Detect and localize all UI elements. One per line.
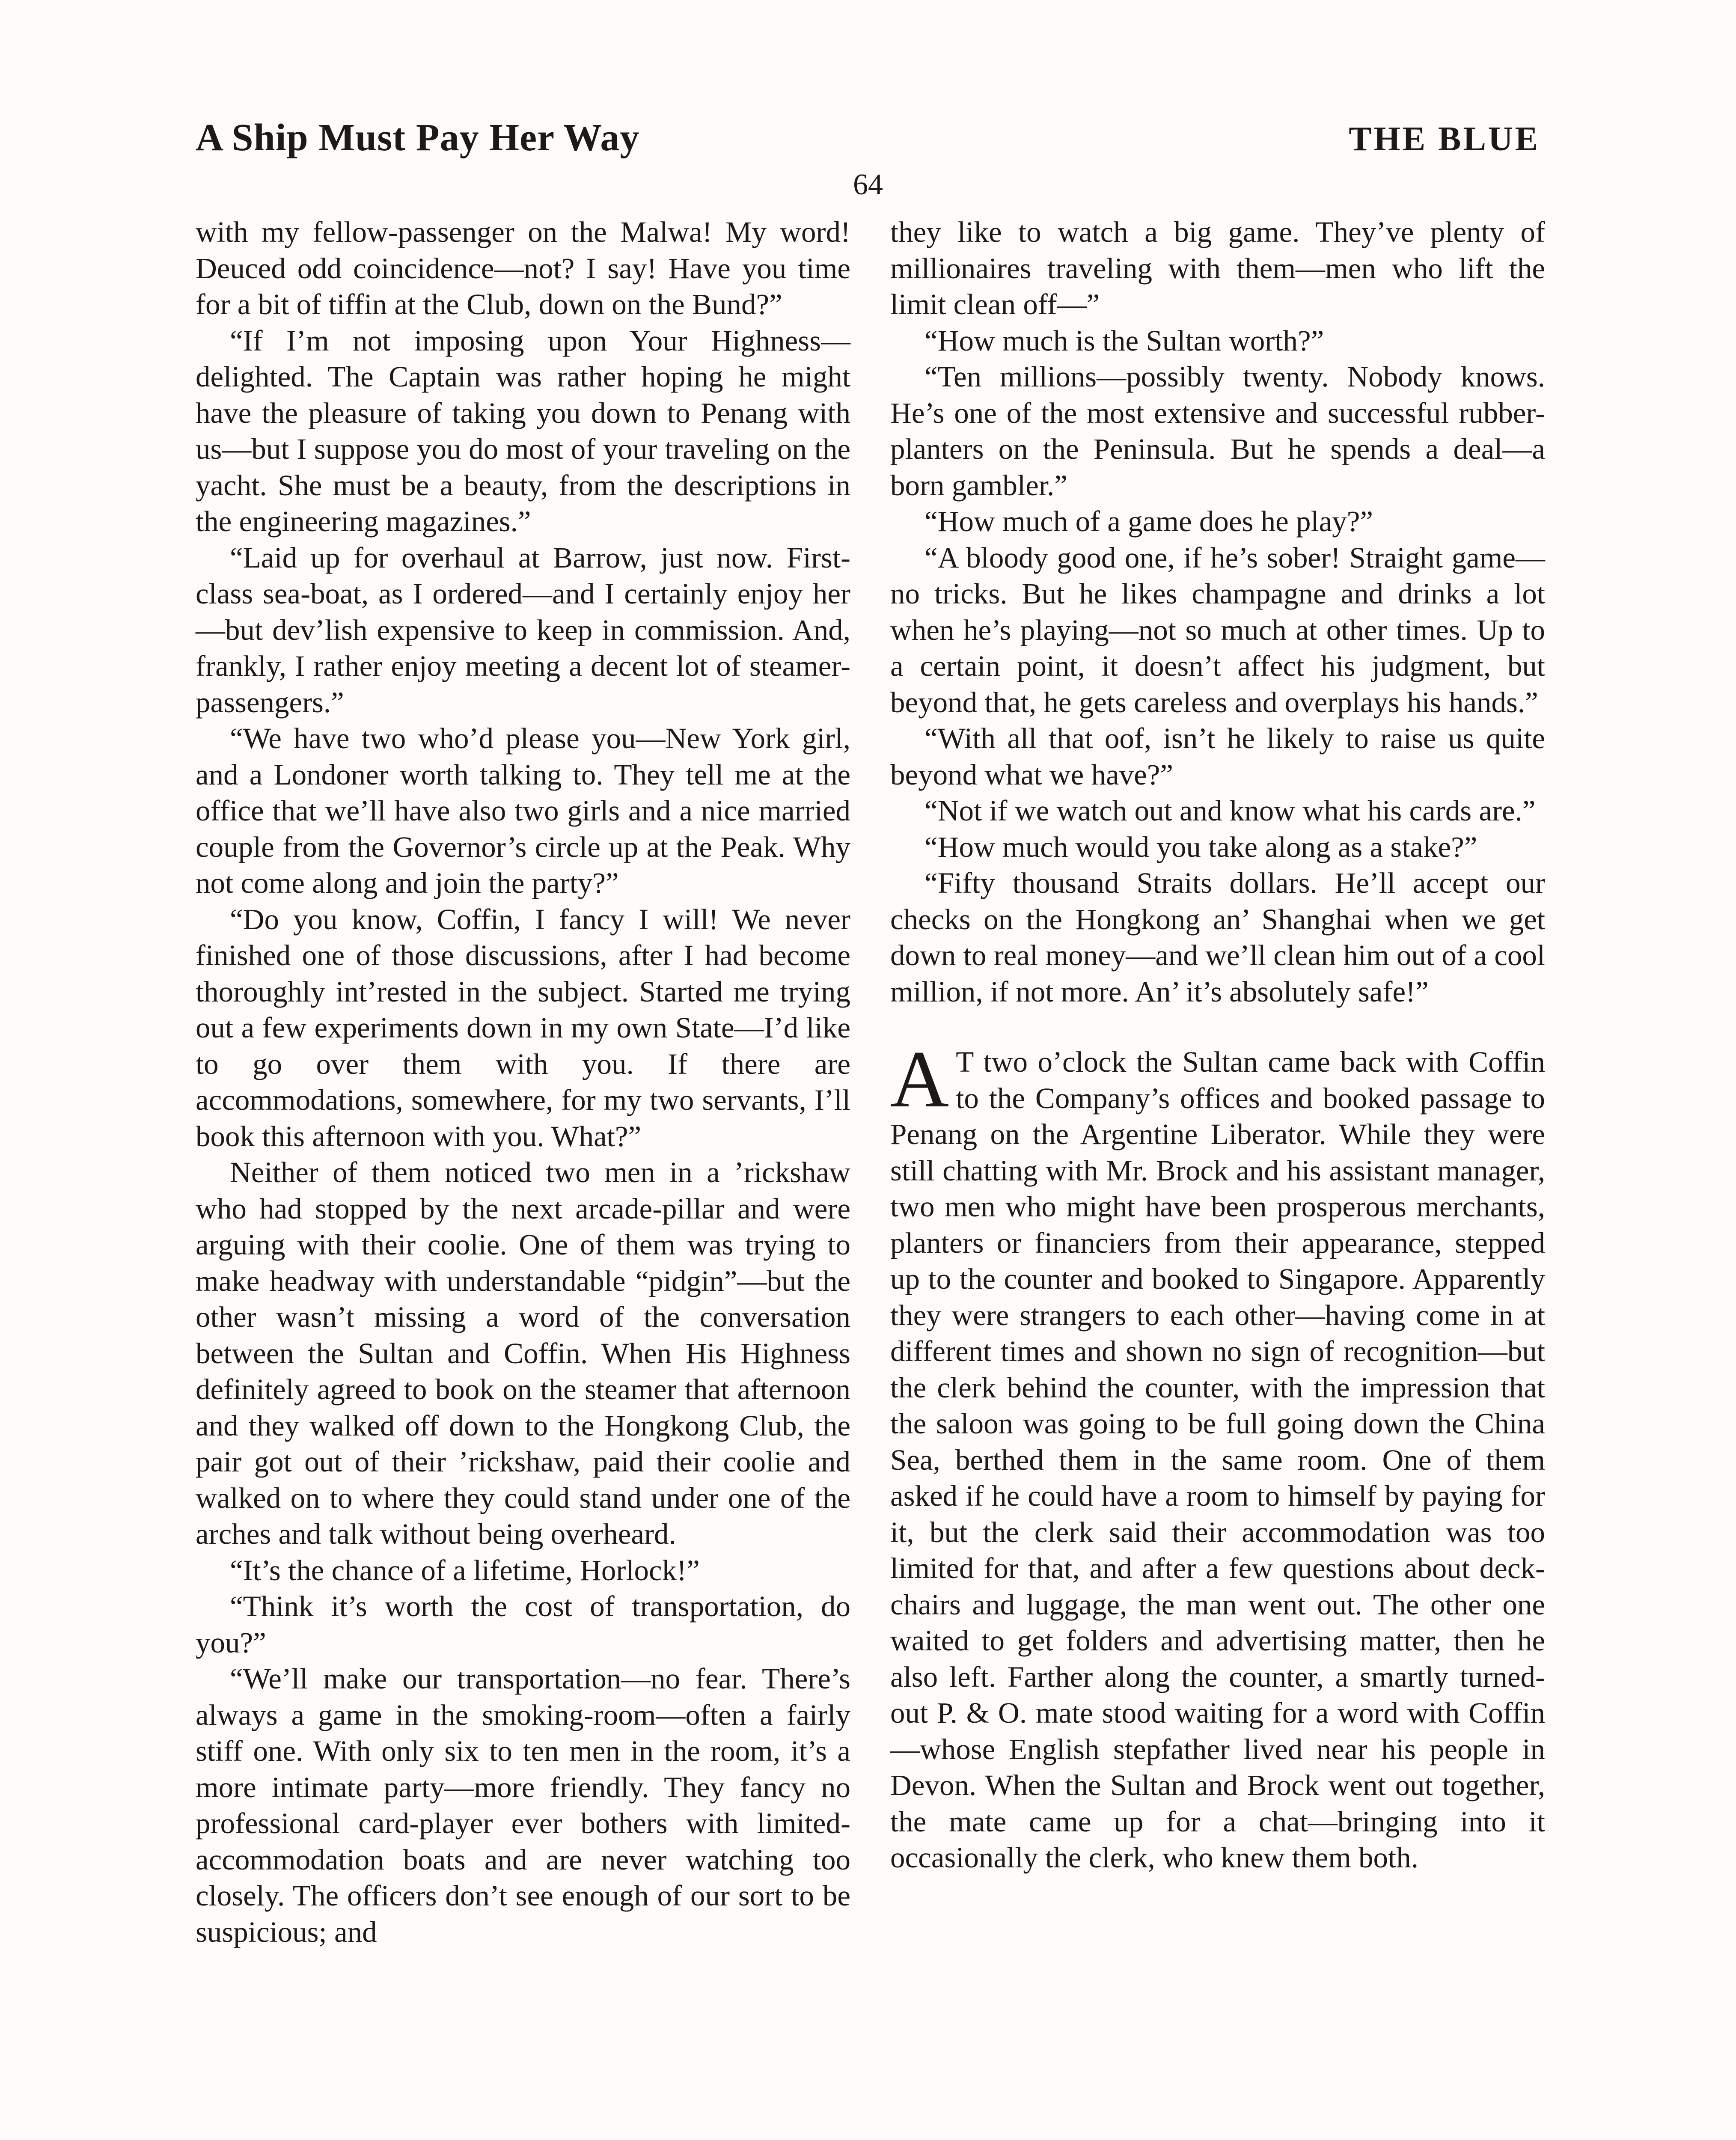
paragraph-text: T two o’clock the Sultan came back with Coffin to the Company’s offices and booked passage to Penang on the Argentine Liberator. While they were still chatting with Mr. Brock and his assistant manager, two men who might have been prosperous merchants, planters or financiers from their appearance, stepped up to the counter and booked to Singapore. Apparently they were strangers to each other—having come in at different times and shown no sign of recognition—but the clerk behind the counter, with the impression that the saloon was going to be full going down the China Sea, berthed them in the same room. One of them asked if he could have a room to himself by paying for it, but the clerk said their accommodation was too limited for that, and after a few questions about deck-chairs and luggage, the man went out. The other one waited to get folders and advertising matter, then he also left. Farther along the counter, a smartly turned-out P. & O. mate stood waiting for a word with Coffin—whose English stepfather lived near his people in Devon. When the Sultan and Brock went out together, the mate came up for a chat—bringing into it occasionally the clerk, who knew them both. [890, 1046, 1545, 1874]
paragraph: “We’ll make our transportation—no fear. There’s always a game in the smoking-room—often a fairly stiff one. With only six to ten men in the room, it’s a more intimate party—more friendly. They fancy no professional card-player ever bothers with limited-accommodation boats and are never watching too closely. The officers don’t see enough of our sort to be suspicious; and [196, 1662, 850, 1948]
paragraph: “Ten millions—possibly twenty. Nobody knows. He’s one of the most extensive and successful rubber-planters on the Peninsula. But he spends a deal—a born gambler.” [890, 360, 1545, 502]
page-number: 64 [853, 168, 883, 201]
paragraph: “A bloody good one, if he’s sober! Straight game—no tricks. But he likes champagne and drinks a lot when he’s playing—not so much at other times. Up to a certain point, it doesn’t affect his judgment, but beyond that, he gets careless and overplays his hands.” [890, 541, 1545, 719]
right-column [890, 214, 1545, 1876]
paragraph: “How much would you take along as a stake?” [924, 830, 1477, 863]
left-column [196, 214, 850, 1950]
section-break [890, 1010, 1545, 1044]
paragraph: “We have two who’d please you—New York girl, and a Londoner worth talking to. They tell me at the office that we’ll have also two girls and a nice married couple from the Governor’s circle up at the Peak. Why not come along and join the party?” [196, 722, 850, 899]
paragraph: “How much is the Sultan worth?” [924, 324, 1324, 357]
paragraph: with my fellow-passenger on the Malwa! My word! Deuced odd coincidence—not? I say! Have you time for a bit of tiffin at the Club, down on the Bund?” [196, 216, 850, 321]
paragraph: “How much of a game does he play?” [924, 505, 1373, 538]
paragraph: “Fifty thousand Straits dollars. He’ll accept our checks on the Hongkong an’ Shanghai when we get down to real money—and we’ll clean him out of a cool million, if not more. An’ it’s absolutely safe!” [890, 867, 1545, 1008]
paragraph: Neither of them noticed two men in a ’rickshaw who had stopped by the next arcade-pillar and were arguing with their coolie. One of them was trying to make headway with understandable “pidgin”—but the other wasn’t missing a word of the conversation between the Sultan and Coffin. When His Highness definitely agreed to book on the steamer that afternoon and they walked off down to the Hongkong Club, the pair got out of their ’rickshaw, paid their coolie and walked on to where they could stand under one of the arches and talk without being overheard. [196, 1156, 850, 1550]
paragraph: “Not if we watch out and know what his cards are.” [924, 794, 1536, 827]
dropcap-paragraph [890, 1034, 1545, 1876]
paragraph: “Think it’s worth the cost of transportation, do you?” [196, 1590, 850, 1659]
paragraph: “Laid up for overhaul at Barrow, just now. First-class sea-boat, as I ordered—and I certainly enjoy her—but dev’lish expensive to keep in commission. And, frankly, I rather enjoy meeting a decent lot of steamer-passengers.” [196, 541, 850, 719]
paragraph: “It’s the chance of a lifetime, Horlock!” [230, 1554, 700, 1587]
dropcap-letter: A [890, 1034, 949, 1124]
paragraph: “With all that oof, isn’t he likely to raise us quite beyond what we have?” [890, 722, 1545, 791]
magazine-name: THE BLUE [1349, 120, 1540, 158]
paragraph: “If I’m not imposing upon Your Highness—delighted. The Captain was rather hoping he might have the pleasure of taking you down to Penang with us—but I suppose you do most of your traveling on the yacht. She must be a beauty, from the descriptions in the engineering magazines.” [196, 324, 850, 538]
running-title: A Ship Must Pay Her Way [196, 116, 640, 159]
paragraph: they like to watch a big game. They’ve plenty of millionaires traveling with them—men who lift the limit clean off—” [890, 216, 1545, 321]
paragraph: “Do you know, Coffin, I fancy I will! We never finished one of those discussions, after I had become thoroughly int’rested in the subject. Started me trying out a few experiments down in my own State—I’d like to go over them with you. If there are accommodations, somewhere, for my two servants, I’ll book this afternoon with you. What?” [196, 903, 850, 1153]
